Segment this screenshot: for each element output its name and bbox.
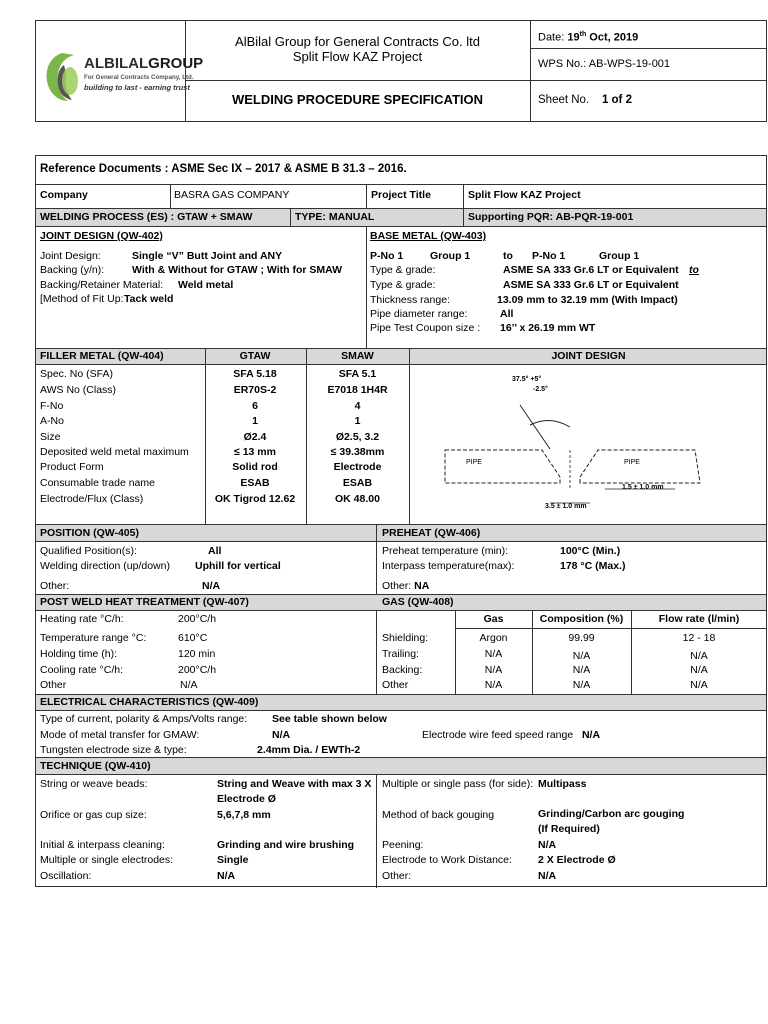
electrical-wire-field (422, 729, 600, 742)
project-title-label: Project Title (371, 189, 431, 201)
filler-gtaw-7: ESAB (240, 477, 270, 489)
filler-label-4: Size (40, 431, 61, 443)
logo-name-accent: GROUP (148, 55, 204, 72)
joint-value-0: Single “V” Butt Joint and ANY (132, 250, 283, 262)
filler-gtaw-4: Ø2.4 (243, 431, 267, 443)
base-pno2: P-No 1 (532, 250, 566, 262)
gas-comp-3: N/A (572, 679, 591, 691)
base-value-3: All (500, 308, 514, 320)
gas-gas-3: N/A (484, 679, 503, 691)
bevel-angle-arc (530, 420, 570, 427)
logo-tagline: building to last - earning trust (84, 83, 190, 92)
base-pno1: P-No 1 (370, 250, 404, 262)
joint-value-1: With & Without for GTAW ; With for SMAW (132, 264, 343, 276)
logo-sub: For General Contracts Company, Ltd. (84, 74, 194, 81)
sketch-pipe-right: PIPE (624, 459, 640, 466)
preheat-value-0: 100°C (Min.) (560, 545, 621, 557)
base-group2: Group 1 (599, 250, 640, 262)
filler-col-smaw: SMAW (341, 350, 374, 362)
filler-col-joint: JOINT DESIGN (551, 350, 626, 362)
position-value-0: All (208, 545, 222, 557)
pwht-label-2: Holding time (h): (40, 648, 118, 660)
pwht-value-1: 610°C (178, 632, 208, 644)
filler-label-8: Electrode/Flux (Class) (40, 493, 144, 505)
position-value-1: Uphill for vertical (195, 560, 281, 572)
logo-name: ALBILALGROUP (84, 55, 204, 72)
gas-label-0: Shielding: (382, 632, 429, 644)
filler-label-2: F-No (40, 400, 64, 412)
preheat-title: PREHEAT (QW-406) (382, 527, 481, 539)
preheat-other-value: NA (414, 580, 430, 592)
filler-gtaw-0: SFA 5.18 (233, 368, 277, 380)
tech-left-value-2: Grinding and wire brushing (217, 839, 355, 851)
hline-pwht-head (35, 610, 767, 611)
base-label-2: Thickness range: (370, 294, 450, 306)
pwht-label-4: Other (40, 679, 67, 691)
project-name: Split Flow KAZ Project (292, 49, 423, 64)
pwht-label-3: Cooling rate °C/h: (40, 664, 123, 676)
filler-label-7: Consumable trade name (40, 477, 155, 489)
header-hline-mid (185, 80, 530, 81)
tech-right-value-2: N/A (538, 839, 557, 851)
sheet-field (538, 94, 632, 107)
date-label: Date: (538, 31, 565, 44)
tech-right-value-1: Grinding/Carbon arc gouging (538, 808, 685, 820)
logo-mark-icon (42, 51, 82, 103)
tech-right-value-3: 2 X Electrode Ø (538, 854, 616, 866)
hline-technique-head (35, 774, 767, 775)
filler-gtaw-3: 1 (252, 415, 258, 427)
joint-label-1: Backing (y/n): (40, 264, 105, 276)
gas-flow-3: N/A (690, 679, 708, 691)
tech-left-label-0: String or weave beads: (40, 778, 148, 790)
filler-smaw-3: 1 (354, 415, 361, 427)
project-title-value: Split Flow KAZ Project (468, 189, 581, 201)
reference-docs: Reference Documents : ASME Sec IX – 2017 & ASME B 31.3 – 2016. (40, 163, 407, 175)
tech-right-label-4: Other: (382, 870, 412, 882)
gas-comp-0: 99.99 (568, 632, 595, 644)
hline-ref (35, 184, 767, 185)
gas-label-2: Backing: (382, 664, 423, 676)
joint-label-0: Joint Design: (40, 250, 101, 262)
electrical-wire-value: N/A (581, 729, 601, 741)
joint-design-sketch (410, 365, 766, 524)
preheat-label-1: Interpass temperature(max): (382, 560, 515, 572)
electrical-transfer-label: Mode of metal transfer for GMAW: (40, 729, 200, 741)
pwht-value-2: 120 min (178, 648, 216, 660)
gas-flow-1: N/A (690, 650, 708, 662)
base-label-4: Pipe Test Coupon size : (370, 322, 481, 334)
position-label-1: Welding direction (up/down) (40, 560, 170, 572)
vline-joint-base (366, 226, 367, 348)
tech-left-label-4: Oscillation: (40, 870, 92, 882)
filler-smaw-4: Ø2.5, 3.2 (335, 431, 380, 443)
preheat-label-2 (382, 580, 429, 593)
gas-label-1: Trailing: (382, 648, 419, 660)
hline-gas-head (455, 628, 767, 629)
filler-label-1: AWS No (Class) (40, 384, 117, 396)
joint-label-3: [Method of Fit Up: (40, 293, 124, 305)
pwht-label-0: Heating rate °C/h: (40, 613, 124, 625)
gas-header-flow: Flow rate (l/min) (658, 613, 740, 625)
tech-right-label-3: Electrode to Work Distance: (382, 854, 512, 866)
company-name: AlBilal Group for General Contracts Co. ltd (235, 34, 480, 49)
doc-title: WELDING PROCEDURE SPECIFICATION (231, 92, 484, 107)
welding-process: WELDING PROCESS (ES) : GTAW + SMAW (40, 211, 253, 223)
filler-col-gtaw: GTAW (239, 350, 271, 362)
vline-pqr (463, 208, 464, 226)
base-label-1: Type & grade: (370, 279, 436, 291)
vline-type (290, 208, 291, 226)
company-value: BASRA GAS COMPANY (174, 189, 290, 201)
header-divider-right (530, 20, 531, 122)
electrical-wire-label: Electrode wire feed speed range (422, 729, 574, 741)
filler-smaw-8: OK 48.00 (335, 493, 380, 505)
tech-left-value-0b: Electrode Ø (217, 793, 276, 805)
base-label-3: Pipe diameter range: (370, 308, 468, 320)
filler-smaw-1: E7018 1H4R (327, 384, 388, 396)
tech-left-value-3: Single (217, 854, 249, 866)
gas-title: GAS (QW-408) (382, 596, 454, 608)
position-label-0: Qualified Position(s): (40, 545, 137, 557)
position-title: POSITION (QW-405) (40, 527, 139, 539)
tech-left-label-2: Initial & interpass cleaning: (40, 839, 165, 851)
position-label-2: Other: (40, 580, 70, 592)
company-label: Company (40, 189, 88, 201)
filler-smaw-5: ≤ 39.38mm (330, 446, 385, 458)
joint-design-title: JOINT DESIGN (QW-402) (40, 230, 163, 242)
hline-process (35, 226, 767, 227)
tech-right-label-0: Multiple or single pass (for side): (382, 778, 534, 790)
filler-gtaw-1: ER70S-2 (233, 384, 277, 396)
tech-right-value-1b: (If Required) (538, 823, 600, 835)
pwht-value-0: 200°C/h (178, 613, 217, 625)
date-field (538, 28, 638, 45)
filler-label-0: Spec. No (SFA) (40, 368, 113, 380)
filler-metal-title: FILLER METAL (QW-404) (40, 350, 164, 362)
bevel-left-pipe (445, 450, 560, 483)
gas-label-3: Other (382, 679, 409, 691)
bevel-angle-line (520, 405, 550, 449)
filler-smaw-0: SFA 5.1 (338, 368, 377, 380)
preheat-label-0: Preheat temperature (min): (382, 545, 509, 557)
sheet-label: Sheet No. (538, 94, 590, 106)
gas-gas-0: Argon (479, 632, 508, 644)
wps-number: WPS No.: AB-WPS-19-001 (538, 58, 671, 70)
filler-gtaw-5: ≤ 13 mm (234, 446, 276, 458)
base-label-0: Type & grade: (370, 264, 436, 276)
gas-header-gas: Gas (483, 613, 504, 625)
date-rest: Oct, 2019 (589, 31, 639, 44)
tech-right-value-0: Multipass (538, 778, 587, 790)
filler-gtaw-2: 6 (252, 400, 258, 412)
pwht-value-3: 200°C/h (178, 664, 217, 676)
electrical-current-label: Type of current, polarity & Amps/Volts range: (40, 713, 248, 725)
base-to: to (503, 250, 513, 262)
supporting-pqr: Supporting PQR: AB-PQR-19-001 (468, 211, 634, 223)
technique-title: TECHNIQUE (QW-410) (40, 760, 151, 772)
joint-value-3: Tack weld (124, 293, 174, 305)
gas-comp-2: N/A (572, 664, 591, 676)
gas-header-comp: Composition (%) (539, 613, 624, 625)
gas-gas-1: N/A (484, 648, 503, 660)
vline-project-label (366, 184, 367, 208)
hline-electrical-head (35, 710, 767, 711)
base-value-4: 16’’ x 26.19 mm WT (500, 322, 596, 334)
base-value-0: ASME SA 333 Gr.6 LT or Equivalent (503, 264, 679, 276)
date-day: 19 (567, 31, 580, 44)
filler-smaw-2: 4 (354, 400, 361, 412)
tech-left-label-1: Orifice or gas cup size: (40, 809, 147, 821)
sketch-land: 1.5 ± 1.0 mm (622, 484, 664, 491)
gas-flow-0: 12 - 18 (682, 632, 716, 644)
header-hline-r2 (530, 80, 767, 81)
base-group1: Group 1 (430, 250, 471, 262)
base-value-1: ASME SA 333 Gr.6 LT or Equivalent (503, 279, 679, 291)
pwht-label-1: Temperature range °C: (40, 632, 147, 644)
joint-value-2: Weld metal (178, 279, 234, 291)
tech-left-value-4: N/A (217, 870, 236, 882)
tech-left-label-3: Multiple or single electrodes: (40, 854, 174, 866)
pwht-title: POST WELD HEAT TREATMENT (QW-407) (40, 596, 249, 608)
header-hline-r1 (530, 48, 767, 49)
tech-right-value-4: N/A (538, 870, 557, 882)
base-value-0-extra: to (689, 264, 699, 276)
sketch-angle: 37.5° +5° (512, 376, 542, 383)
filler-gtaw-8: OK Tigrod 12.62 (214, 493, 296, 505)
tech-left-value-1: 5,6,7,8 mm (217, 809, 271, 821)
preheat-other-label: Other: (382, 580, 412, 592)
company-logo (40, 48, 204, 108)
filler-label-5: Deposited weld metal maximum (40, 446, 189, 458)
welding-type: TYPE: MANUAL (295, 211, 375, 223)
preheat-value-1: 178 °C (Max.) (560, 560, 626, 572)
electrical-tungsten-value: 2.4mm Dia. / EWTh-2 (257, 744, 361, 756)
gas-comp-1: N/A (572, 650, 591, 662)
electrical-current-value: See table shown below (272, 713, 387, 725)
filler-smaw-7: ESAB (342, 477, 373, 489)
filler-label-6: Product Form (40, 461, 104, 473)
bevel-right-pipe (580, 450, 700, 483)
gas-gas-2: N/A (484, 664, 503, 676)
sketch-gap: 3.5 ± 1.0 mm (545, 503, 587, 510)
base-value-2: 13.09 mm to 32.19 mm (With Impact) (497, 294, 678, 306)
tech-right-label-2: Peening: (382, 839, 424, 851)
filler-gtaw-6: Solid rod (232, 461, 278, 473)
vline-company (170, 184, 171, 208)
tech-left-value-0: String and Weave with max 3 X (217, 778, 372, 790)
electrical-tungsten-label: Tungsten electrode size & type: (40, 744, 187, 756)
vline-project-value (463, 184, 464, 208)
joint-label-2: Backing/Retainer Material: (40, 279, 164, 291)
tech-right-label-1: Method of back gouging (382, 809, 495, 821)
sketch-angle2: -2.5° (533, 386, 548, 393)
hline-position-head (35, 541, 767, 542)
filler-label-3: A-No (40, 415, 64, 427)
base-metal-title: BASE METAL (QW-403) (370, 230, 487, 242)
pwht-value-4: N/A (180, 679, 198, 691)
position-value-2: N/A (202, 580, 221, 592)
filler-smaw-6: Electrode (333, 461, 382, 473)
electrical-title: ELECTRICAL CHARACTERISTICS (QW-409) (40, 696, 259, 708)
sketch-pipe-left: PIPE (466, 459, 482, 466)
electrical-transfer-value: N/A (272, 729, 291, 741)
gas-flow-2: N/A (690, 664, 708, 676)
sheet-value: 1 of 2 (601, 94, 632, 106)
date-sup: th (579, 31, 587, 38)
